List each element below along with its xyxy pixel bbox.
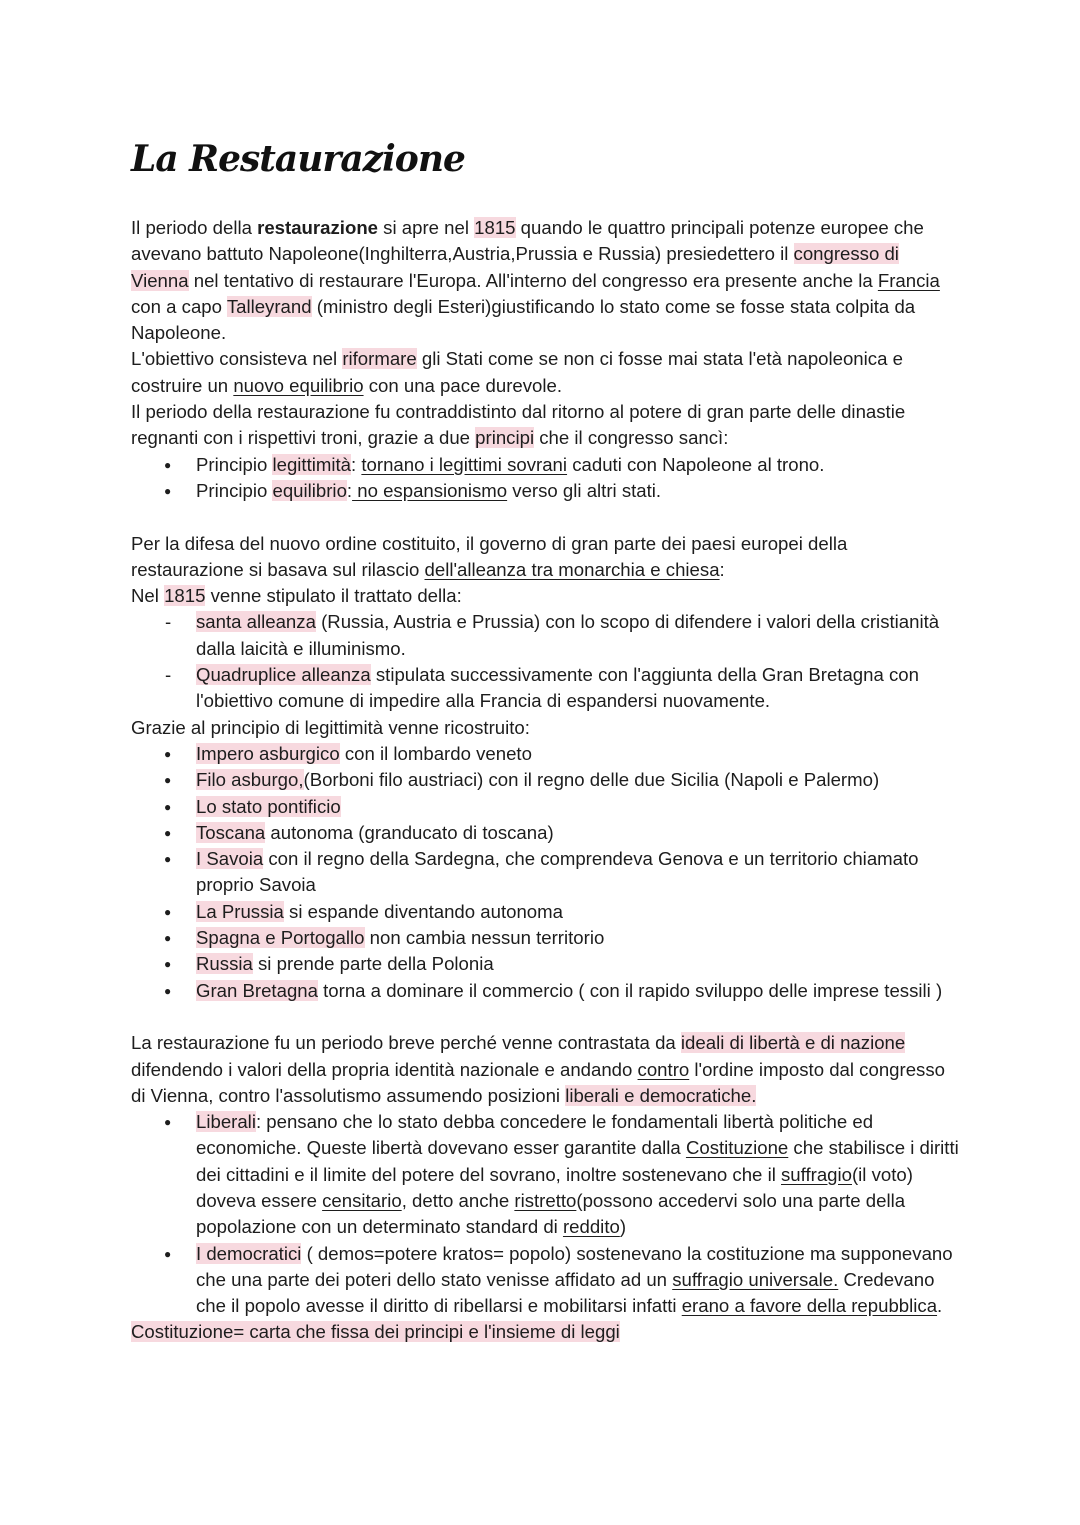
highlight: congresso di Vienna <box>131 243 899 291</box>
paragraph-trattato <box>131 583 961 609</box>
alleanze-list <box>131 609 961 714</box>
text: Principio <box>196 453 273 475</box>
text: : <box>351 453 362 475</box>
list-item <box>131 899 961 925</box>
paragraph-intro <box>131 215 961 346</box>
highlight: Spagna e Portogallo <box>196 927 365 949</box>
text: venne stipulato il trattato della: <box>205 585 462 607</box>
highlight: 1815 <box>474 217 516 238</box>
text: (Russia, Austria e Prussia) con lo scopo di difendere i valori della cristianità dalla laicità e illuminismo. <box>196 611 940 659</box>
text: che il congresso sancì: <box>534 427 729 449</box>
list-item <box>131 925 961 951</box>
text: (il voto) doveva essere <box>196 1163 913 1211</box>
text: stipulata successivamente con l'aggiunta della Gran Bretagna con l'obiettivo comune di impedire alla Francia di espandersi nuovamente. <box>196 664 919 712</box>
text: . <box>937 1295 943 1317</box>
text: Principio <box>196 479 273 501</box>
text: con il lombardo veneto <box>339 742 532 764</box>
text: con a capo <box>131 295 227 317</box>
paragraph-legittimita: Grazie al principio di legittimità venne ricostruito: <box>131 716 530 738</box>
underlined-term: contro <box>637 1058 690 1080</box>
highlight: Toscana <box>196 821 266 843</box>
text: Credevano che il popolo avesse il diritto di ribellarsi e mobilitarsi infatti <box>196 1268 935 1317</box>
text: (Borboni filo austriaci) con il regno delle due Sicilia (Napoli e Palermo) <box>303 769 880 791</box>
text: Il periodo della restaurazione fu contraddistinto dal ritorno al potere di gran parte delle dinastie regnanti con i rispettivi troni, grazie a due <box>131 401 906 449</box>
text: : <box>719 558 725 580</box>
text: : pensano che lo stato debba concedere le fondamentali libertà politiche ed economiche. Queste libertà dovevano esser garantite dalla <box>196 1111 874 1159</box>
highlight: Quadruplice alleanza <box>196 664 371 686</box>
list-item <box>131 478 961 504</box>
text: che stabilisce i diritti dei cittadini e il limite del potere del sovrano, inoltre sostenevano che il <box>196 1137 959 1185</box>
highlight: ideali di libertà e di nazione <box>680 1032 906 1054</box>
text: (possono accedervi solo una parte della popolazione con un determinato standard di <box>196 1189 906 1238</box>
paragraph-principi <box>131 399 961 452</box>
spacer <box>131 504 961 530</box>
highlight: Talleyrand <box>226 295 312 317</box>
text: si apre nel <box>378 217 475 238</box>
underlined-term: Costituzione <box>685 1137 789 1159</box>
underlined-term: censitario <box>322 1189 402 1211</box>
list-item <box>131 846 961 899</box>
underlined-term: dell'alleanza tra monarchia e chiesa <box>424 558 720 580</box>
underlined-term: no espansionismo <box>352 479 508 501</box>
highlight: Costituzione= carta che fissa dei principi e l'insieme di leggi <box>131 1321 620 1343</box>
text: , detto anche <box>401 1189 515 1211</box>
text: autonoma (granducato di toscana) <box>265 821 554 843</box>
highlight: Gran Bretagna <box>196 979 318 1001</box>
list-item-liberali <box>131 1109 961 1240</box>
text: ( demos=potere kratos= popolo) sostenevano la costituzione ma supponevano che una parte dei poteri dello stato venisse affidato ad un <box>196 1242 953 1290</box>
text: gli Stati come se non ci fosse mai stata l'età napoleonica e costruire un <box>131 348 903 396</box>
text: ) <box>619 1216 627 1238</box>
list-item <box>131 662 961 715</box>
text: Il periodo della <box>131 217 258 238</box>
underlined-term: Francia <box>877 269 940 291</box>
definizione-costituzione <box>131 1319 961 1345</box>
text: La restaurazione fu un periodo breve perché venne contrastata da <box>131 1032 681 1054</box>
underlined-term: erano a favore della repubblica <box>681 1295 938 1317</box>
highlight: I Savoia <box>196 848 264 870</box>
text: si espande diventando autonoma <box>283 900 563 922</box>
highlight: 1815 <box>164 585 206 607</box>
highlight: La Prussia <box>196 900 284 922</box>
highlight: I democratici <box>196 1242 302 1264</box>
highlight: equilibrio <box>272 479 347 501</box>
text: caduti con Napoleone al trono. <box>567 453 825 475</box>
highlight: Liberali <box>196 1111 256 1133</box>
list-item-democratici <box>131 1241 961 1320</box>
underlined-term: tornano i legittimi sovrani <box>361 453 568 475</box>
list-item <box>131 741 961 767</box>
list-item <box>131 951 961 977</box>
list-item <box>131 978 961 1004</box>
highlight: Impero asburgico <box>196 742 340 764</box>
text: torna a dominare il commercio ( con il rapido sviluppo delle imprese tessili ) <box>317 979 943 1001</box>
highlight: Lo stato pontificio <box>196 795 341 817</box>
text: (ministro degli Esteri)giustificando lo stato come se fosse stata colpita da Napoleone. <box>131 295 916 344</box>
list-item <box>131 609 961 662</box>
document-content <box>131 139 961 1346</box>
text: l'ordine imposto dal congresso di Vienna, contro l'assolutismo assumendo posizioni <box>131 1058 945 1106</box>
bold-term: restaurazione <box>257 217 379 238</box>
highlight: liberali e democratiche. <box>565 1084 757 1106</box>
text: : <box>346 479 353 501</box>
highlight: principi <box>475 427 535 449</box>
paragraph-obiettivo <box>131 346 961 399</box>
underlined-term: suffragio <box>781 1163 852 1185</box>
text: si prende parte della Polonia <box>252 953 494 975</box>
paragraph-difesa <box>131 531 961 584</box>
highlight: santa alleanza <box>196 611 316 633</box>
text: Nel <box>131 585 165 607</box>
text: non cambia nessun territorio <box>364 927 605 949</box>
list-item <box>131 452 961 478</box>
list-item <box>131 767 961 793</box>
text: nel tentativo di restaurare l'Europa. All'interno del congresso era presente anche la <box>188 269 878 291</box>
text: L'obiettivo consisteva nel <box>131 348 343 370</box>
text: verso gli altri stati. <box>507 479 662 501</box>
highlight: legittimità <box>272 453 352 475</box>
underlined-term: ristretto <box>514 1189 577 1211</box>
stati-list <box>131 741 961 1004</box>
text: con il regno della Sardegna, che comprendeva Genova e un territorio chiamato proprio Savoia <box>196 848 919 896</box>
posizioni-list <box>131 1109 961 1319</box>
spacer <box>131 1004 961 1030</box>
highlight: Filo asburgo, <box>196 769 304 791</box>
principi-list <box>131 452 961 505</box>
text: quando le quattro principali potenze europee che avevano battuto Napoleone(Inghilterra,Austria,Prussia e Russia) presiedettero il <box>131 217 924 265</box>
highlight: Russia <box>196 953 253 975</box>
highlight: riformare <box>342 348 417 370</box>
paragraph-ideali <box>131 1030 961 1109</box>
text: con una pace durevole. <box>363 374 563 396</box>
text: difendendo i valori della propria identità nazionale e andando <box>131 1058 638 1080</box>
list-item <box>131 794 961 820</box>
underlined-term: nuovo equilibrio <box>233 374 364 396</box>
page-title: La Restaurazione <box>131 138 465 180</box>
list-item <box>131 820 961 846</box>
underlined-term: suffragio universale. <box>672 1268 839 1290</box>
underlined-term: reddito <box>562 1216 620 1238</box>
text: Per la difesa del nuovo ordine costituito, il governo di gran parte dei paesi europei della restaurazione si basava sul rilascio <box>131 532 848 580</box>
